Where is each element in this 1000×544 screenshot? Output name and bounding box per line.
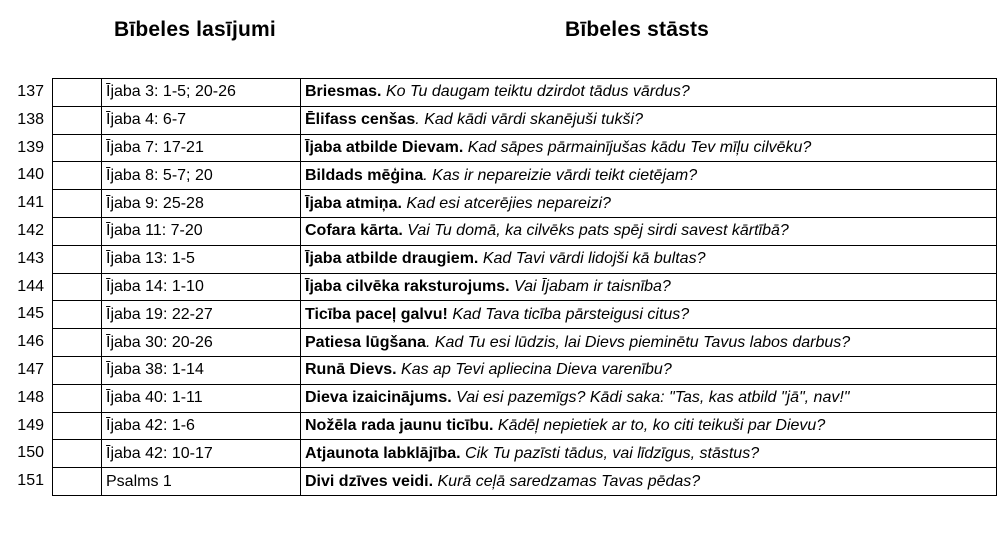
checkbox-cell [53, 384, 102, 412]
story-title: Cofara kārta. [305, 222, 403, 240]
row-number: 146 [17, 333, 44, 351]
checkbox-cell [53, 79, 102, 107]
table-row [53, 106, 997, 134]
story-question: . Kas ir nepareizie vārdi teikt cietējam? [423, 166, 698, 184]
table-row [53, 79, 997, 107]
story-question: Cik Tu pazīsti tādus, vai līdzīgus, stāstus? [460, 444, 760, 462]
checkbox-cell [53, 468, 102, 496]
row-number: 147 [17, 360, 44, 378]
scripture-reference: Ījaba 42: 1-6 [102, 412, 301, 440]
scripture-reference: Ījaba 7: 17-21 [102, 134, 301, 162]
table-row [53, 162, 997, 190]
scripture-reference: Ījaba 30: 20-26 [102, 329, 301, 357]
table-row [53, 190, 997, 218]
story-question: Kādēļ nepietiek ar to, ko citi teikuši par Dievu? [493, 416, 826, 434]
story-title: Briesmas. [305, 83, 382, 101]
scripture-reference: Ījaba 11: 7-20 [102, 217, 301, 245]
row-number: 143 [17, 249, 44, 267]
checkbox-cell [53, 162, 102, 190]
story-question: Kad esi atcerējies nepareizi? [401, 194, 611, 212]
story-question: . Kad Tu esi lūdzis, lai Dievs pieminētu Tavus labos darbus? [425, 333, 851, 351]
story-cell [301, 384, 997, 412]
story-cell [301, 245, 997, 273]
story-cell [301, 79, 997, 107]
story-cell [301, 217, 997, 245]
story-question: Vai Tu domā, ka cilvēks pats spēj sirdi savest kārtībā? [402, 222, 789, 240]
story-title: Divi dzīves veidi. [305, 472, 434, 490]
row-number: 145 [17, 305, 44, 323]
table-row [53, 384, 997, 412]
checkbox-cell [53, 412, 102, 440]
row-number: 138 [17, 110, 44, 128]
story-title: Dieva izaicinājums. [305, 389, 452, 407]
scripture-reference: Ījaba 19: 22-27 [102, 301, 301, 329]
story-question: Kad Tava ticība pārsteigusi citus? [447, 305, 690, 323]
story-question: Vai esi pazemīgs? Kādi saka: "Tas, kas atbild "jā", nav!" [451, 389, 850, 407]
row-number: 140 [17, 166, 44, 184]
story-title: Ījaba cilvēka raksturojums. [305, 277, 510, 295]
checkbox-cell [53, 217, 102, 245]
table-row [53, 245, 997, 273]
story-cell [301, 356, 997, 384]
scripture-reference: Psalms 1 [102, 468, 301, 496]
table-row [53, 329, 997, 357]
row-number: 144 [17, 277, 44, 295]
row-number: 151 [17, 472, 44, 490]
table-row [53, 468, 997, 496]
row-number: 139 [17, 138, 44, 156]
table-row [53, 440, 997, 468]
row-number: 137 [17, 83, 44, 100]
story-title: Ījaba atbilde Dievam. [305, 138, 464, 156]
heading-bible-story: Bībeles stāsts [565, 18, 710, 41]
story-question: Kad Tavi vārdi lidojši kā bultas? [478, 250, 706, 268]
row-number: 141 [17, 194, 44, 212]
table-row [53, 273, 997, 301]
story-title: Ījaba atbilde draugiem. [305, 250, 479, 268]
story-cell [301, 329, 997, 357]
story-question: Kurā ceļā saredzamas Tavas pēdas? [433, 472, 701, 490]
story-cell [301, 162, 997, 190]
scripture-reference: Ījaba 42: 10-17 [102, 440, 301, 468]
story-cell [301, 190, 997, 218]
scripture-reference: Ījaba 4: 6-7 [102, 106, 301, 134]
checkbox-cell [53, 134, 102, 162]
scripture-reference: Ījaba 3: 1-5; 20-26 [102, 79, 301, 107]
row-number: 150 [17, 444, 44, 462]
table-row [53, 356, 997, 384]
story-cell [301, 468, 997, 496]
scripture-reference: Ījaba 9: 25-28 [102, 190, 301, 218]
checkbox-cell [53, 440, 102, 468]
checkbox-cell [53, 190, 102, 218]
table-row [53, 217, 997, 245]
checkbox-cell [53, 301, 102, 329]
checkbox-cell [53, 273, 102, 301]
story-title: Ticība paceļ galvu! [305, 305, 448, 323]
checkbox-cell [53, 329, 102, 357]
story-question: Kad sāpes pārmainījušas kādu Tev mīļu cilvēku? [463, 138, 812, 156]
story-title: Ēlifass cenšas [305, 111, 416, 129]
table-row [53, 412, 997, 440]
story-title: Bildads mēģina [305, 166, 424, 184]
story-cell [301, 134, 997, 162]
scripture-reference: Ījaba 38: 1-14 [102, 356, 301, 384]
checkbox-cell [53, 106, 102, 134]
heading-bible-readings: Bībeles lasījumi [114, 18, 276, 41]
story-cell [301, 273, 997, 301]
story-cell [301, 106, 997, 134]
scripture-reference: Ījaba 40: 1-11 [102, 384, 301, 412]
row-number: 142 [17, 221, 44, 239]
table-row [53, 134, 997, 162]
story-cell [301, 301, 997, 329]
story-title: Nožēla rada jaunu ticību. [305, 416, 494, 434]
story-title: Atjaunota labklājība. [305, 444, 461, 462]
table-row [53, 301, 997, 329]
story-cell [301, 412, 997, 440]
readings-table [52, 78, 997, 496]
row-number-column [0, 78, 50, 495]
checkbox-cell [53, 245, 102, 273]
story-cell [301, 440, 997, 468]
story-question: . Kad kādi vārdi skanējuši tukši? [415, 111, 643, 129]
scripture-reference: Ījaba 8: 5-7; 20 [102, 162, 301, 190]
scripture-reference: Ījaba 14: 1-10 [102, 273, 301, 301]
scripture-reference: Ījaba 13: 1-5 [102, 245, 301, 273]
checkbox-cell [53, 356, 102, 384]
story-question: Vai Ījabam ir taisnība? [509, 277, 671, 295]
story-title: Patiesa lūgšana [305, 333, 426, 351]
story-question: Kas ap Tevi apliecina Dieva varenību? [396, 361, 672, 379]
story-question: Ko Tu daugam teiktu dzirdot tādus vārdus? [381, 83, 690, 101]
row-number: 149 [17, 416, 44, 434]
row-number: 148 [17, 388, 44, 406]
story-title: Runā Dievs. [305, 361, 397, 379]
story-title: Ījaba atmiņa. [305, 194, 402, 212]
